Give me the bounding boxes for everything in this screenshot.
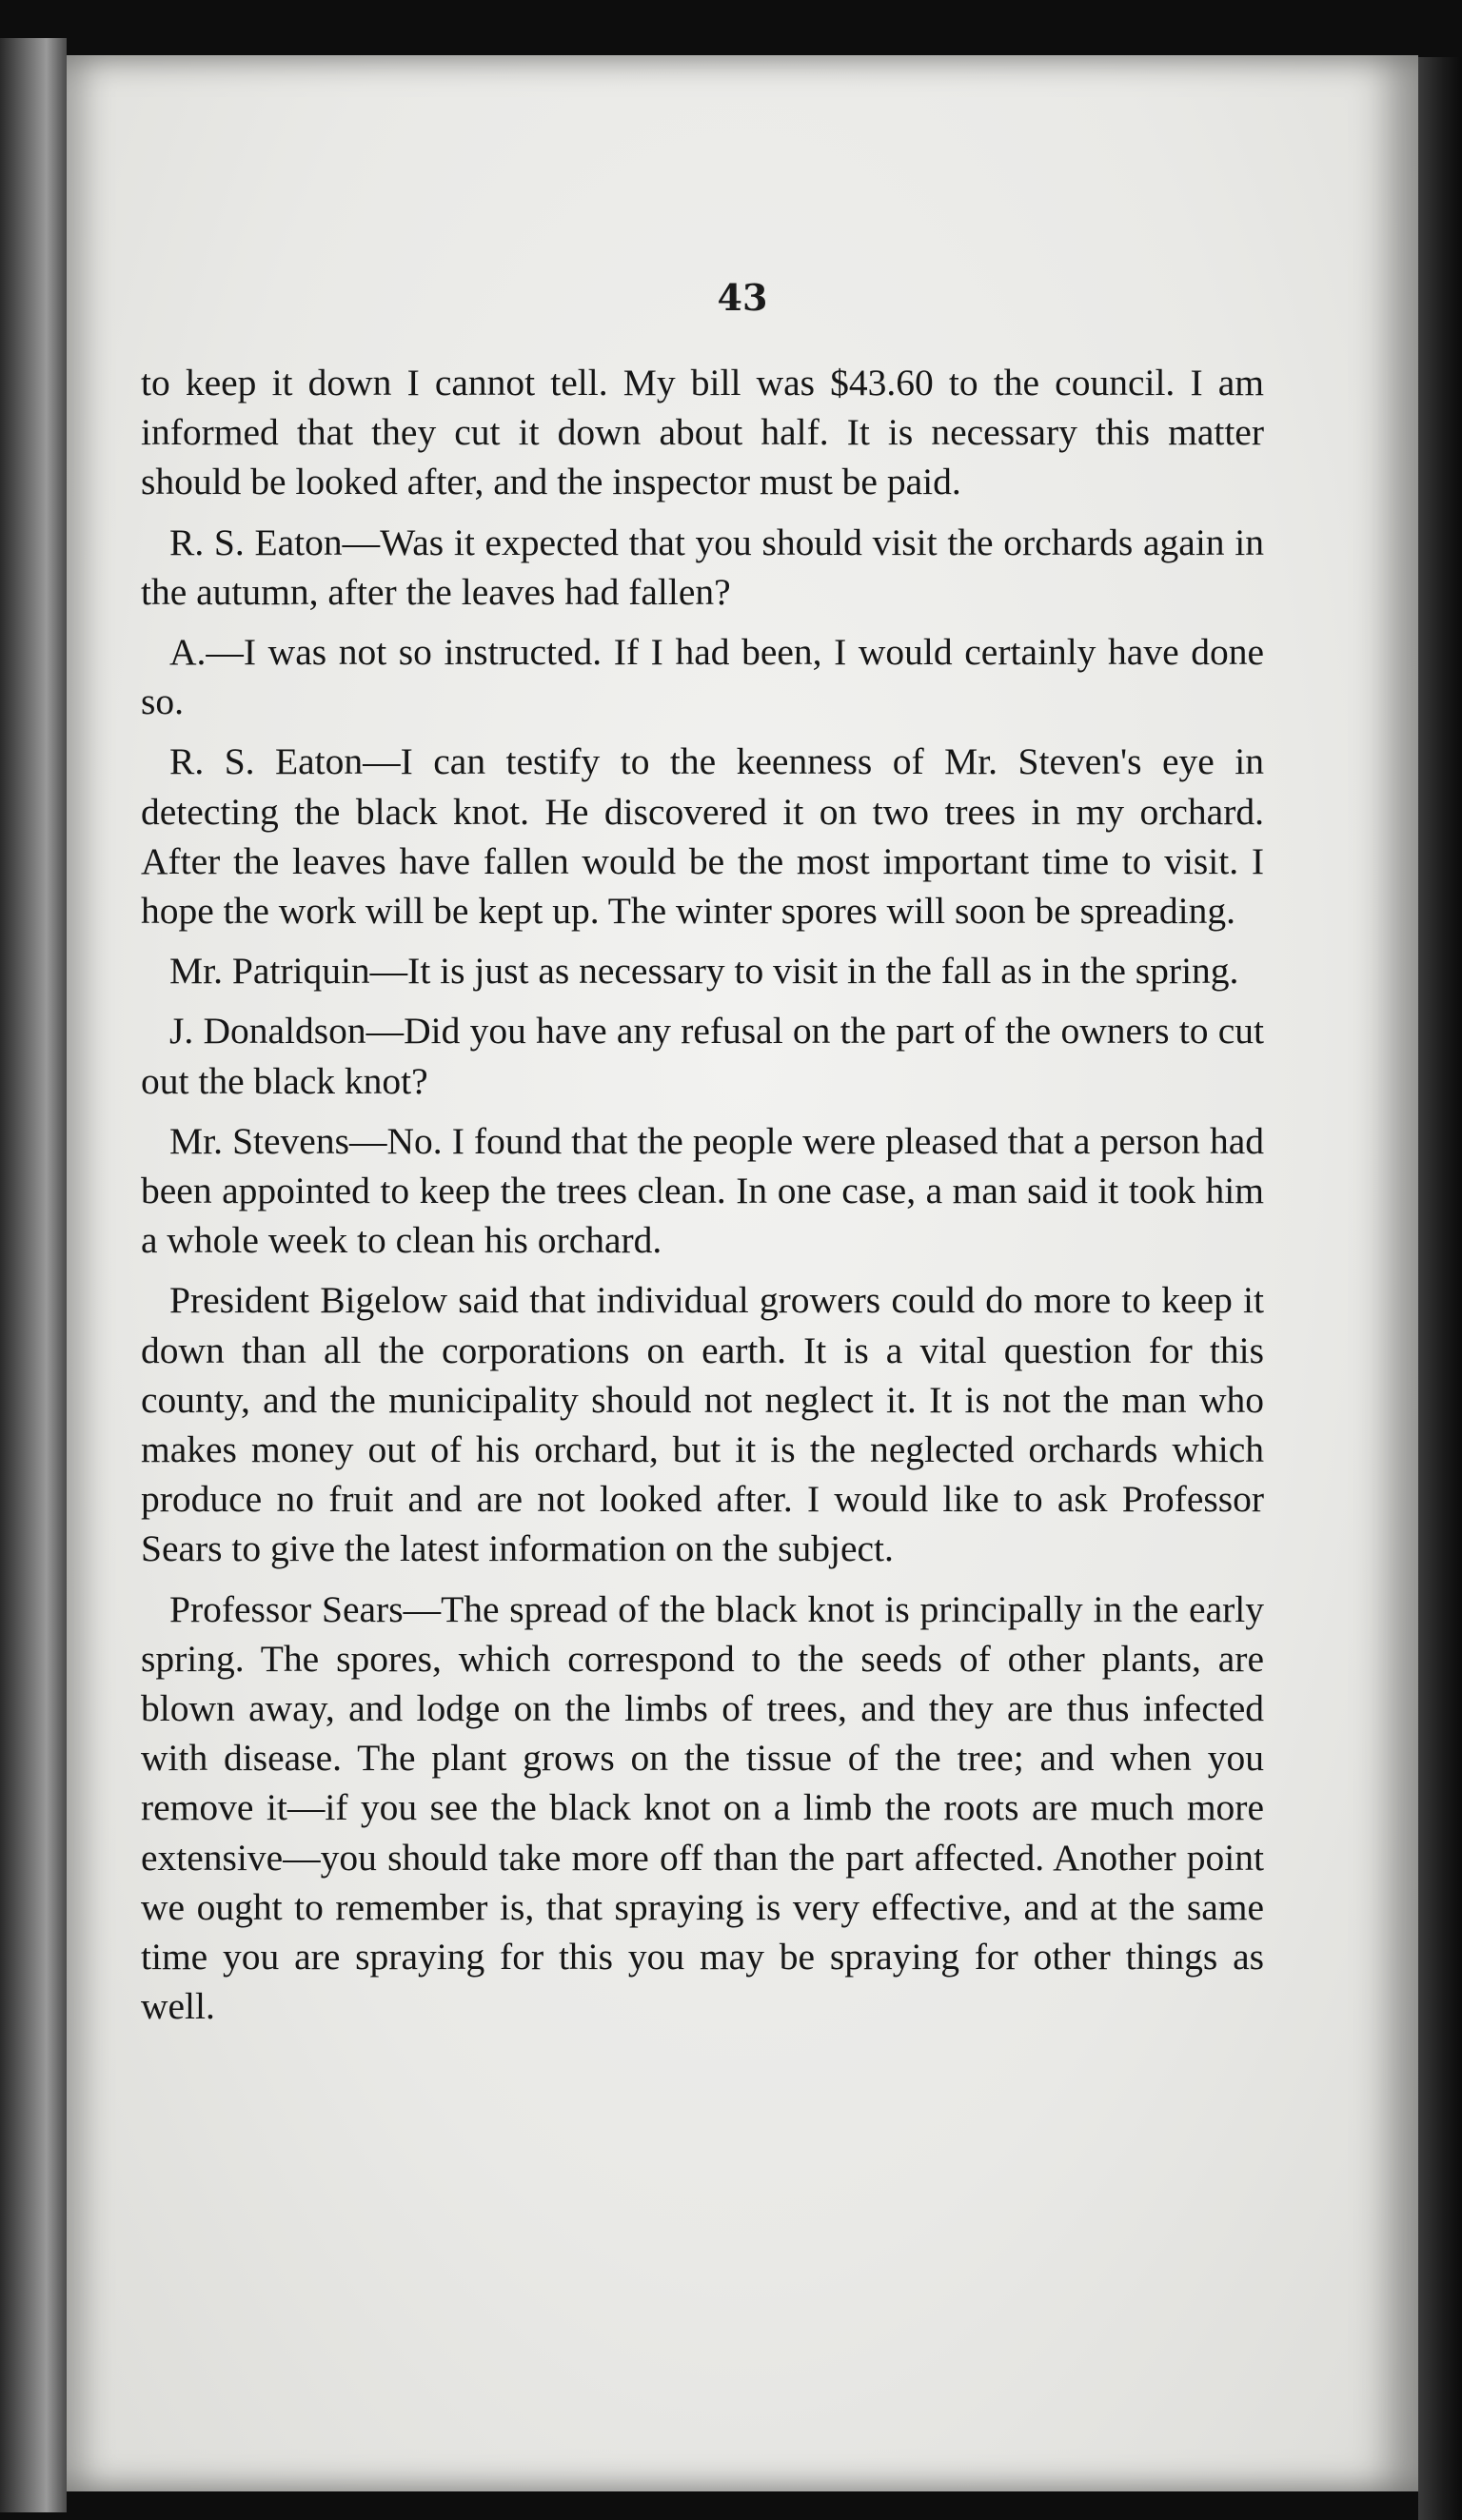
book-page <box>67 55 1418 2491</box>
paragraph: to keep it down I cannot tell. My bill was $43.60 to the council. I am informed that they cut it down about half. It is necessary this matter should be looked after, and the inspector must be paid. <box>141 362 1264 503</box>
paragraph: J. Donaldson—Did you have any refusal on the part of the owners to cut out the black knot? <box>141 1010 1264 1102</box>
page-body <box>141 358 1264 2042</box>
paragraph: R. S. Eaton—Was it expected that you should visit the orchards again in the autumn, after the leaves had fallen? <box>141 521 1264 613</box>
paragraph: Professor Sears—The spread of the black knot is principally in the early spring. The spores, which correspond to the seeds of other plants, are blown away, and lodge on the limbs of trees, and they are thus infected with disease. The plant grows on the tissue of the tree; and when you remove it—if you see the black knot on a limb the roots are much more extensive—you should take more off than the part affected. Another point we ought to remember is, that spraying is very effective, and at the same time you are spraying for this you may be spraying for other things as well. <box>141 1587 1264 2028</box>
paragraph: Mr. Patriquin—It is just as necessary to visit in the fall as in the spring. <box>169 950 1239 993</box>
book-spine-edge <box>1418 57 1462 2520</box>
previous-page-edge <box>0 38 67 2512</box>
paragraph: R. S. Eaton—I can testify to the keenness of Mr. Steven's eye in detecting the black knot. He discovered it on two trees in my orchard. After the leaves have fallen would be the most important time to visit. I hope the work will be kept up. The winter spores will soon be spreading. <box>141 740 1264 933</box>
page-number: 43 <box>717 276 768 319</box>
paragraph: A.—I was not so instructed. If I had been, I would certainly have done so. <box>141 631 1264 723</box>
paragraph: President Bigelow said that individual growers could do more to keep it down than all the corporations on earth. It is a vital question for this county, and the municipality should not neglect it. It is not the man who makes money out of his orchard, but it is the neglected orchards which produce no fruit and are not looked after. I would like to ask Professor Sears to give the latest information on the subject. <box>141 1279 1264 1570</box>
paragraph: Mr. Stevens—No. I found that the people were pleased that a person had been appointed to keep the trees clean. In one case, a man said it took him a whole week to clean his orchard. <box>141 1119 1264 1262</box>
